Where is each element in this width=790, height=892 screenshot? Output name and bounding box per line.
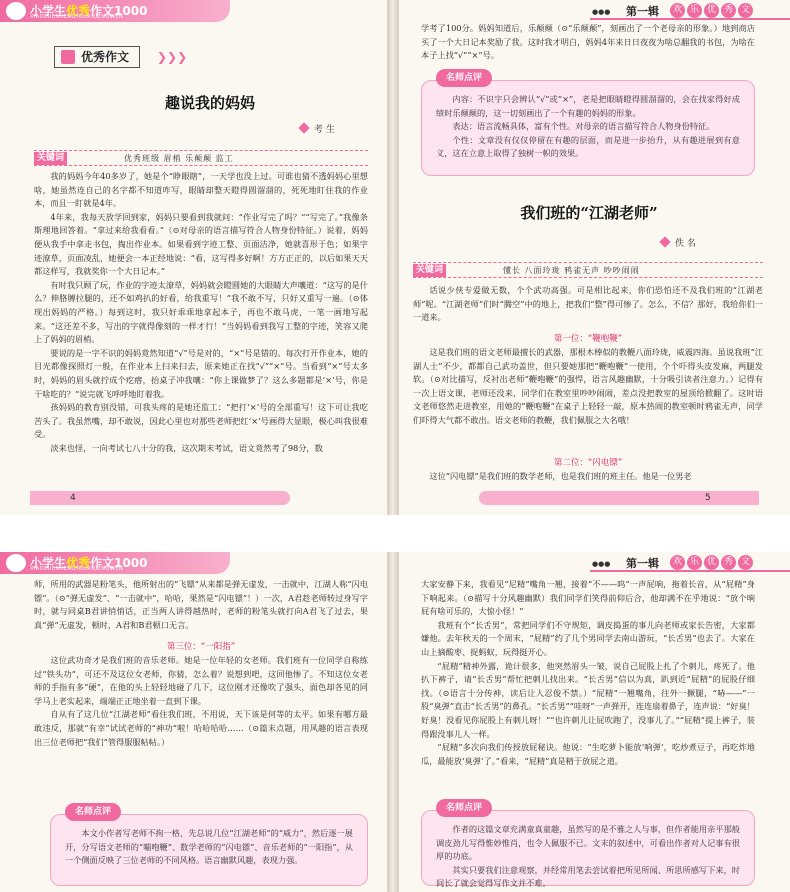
brand-badge-icon bbox=[6, 2, 26, 20]
page-5 bbox=[398, 0, 790, 515]
chapter-tag: 文 bbox=[738, 555, 753, 570]
paragraph: 作者的这篇文章充满童真童趣，虽然写的是不雅之人与事，但作者能用亲平那般调皮劲儿写得惟妙惟肖，也令人佩服不已。文末的叙述中，可看出作者对人记事有很厚的功底。 bbox=[436, 824, 740, 862]
paragraph: 这位“闪电镖”是我们班的数学老师，也是我们班的班主任。他是一位男老 bbox=[429, 471, 692, 481]
section-label: 优秀作文 ❯❯❯ bbox=[54, 46, 140, 68]
article-continuation bbox=[421, 22, 755, 63]
chapter-tag: 秀 bbox=[721, 555, 736, 570]
book-gutter bbox=[388, 552, 398, 892]
book-header bbox=[0, 552, 230, 574]
page-number-bar bbox=[479, 491, 759, 505]
page-4 bbox=[0, 0, 388, 515]
paragraph: 孩妈妈的教育别没错，可我头疼的是她还监工：“把打‘×’号的全部重写！这下可让我吃苦头了。我虽然嘴，却不敢说，因此心里也对那些老师把红‘×’号画得大显眼，极心叫我很难受。 bbox=[34, 402, 368, 440]
paragraph: 自从有了这几位“江湖老师”看住我们班，不用说，天下该是何等的太平。如果有哪方最敢违反，那就“有幸”试试老师的“神功”啦！哈哈哈哈……（⊙篇末点题，用风趣的语言表现出三位老师把“我们”管得服服帖帖。） bbox=[34, 709, 368, 747]
page-number: 4 bbox=[70, 493, 76, 503]
book-icon bbox=[61, 50, 75, 64]
brand-pinyin: XIAOXUESHENGYOUXIUZUOWEN bbox=[30, 566, 124, 572]
author-line: 考 生 bbox=[300, 122, 335, 135]
teacher-comment-box bbox=[421, 73, 755, 176]
chapter-tag: 秀 bbox=[721, 3, 736, 18]
author-line: 佚 名 bbox=[661, 236, 696, 249]
page-7 bbox=[398, 552, 790, 892]
comment-text bbox=[436, 93, 740, 161]
page-number-bar bbox=[30, 491, 290, 505]
paragraph: 学考了100分。妈妈知道后，乐颠颠（⊙“乐颠颠”，刻画出了一个老母亲的形象。）地到商店买了一个大日记本奖励了我。这时我才明白，妈妈4年来日日夜夜为啥总翻我的书包，为啥在本子上找“√”“×”号。 bbox=[421, 23, 755, 61]
chapter-tag: 欢 bbox=[670, 3, 685, 18]
pen-icon bbox=[659, 236, 670, 247]
chapter-header bbox=[590, 0, 790, 20]
bottom-spread bbox=[0, 552, 790, 892]
arrows-icon: ❯❯❯ bbox=[157, 50, 188, 64]
article-body bbox=[413, 346, 763, 428]
chapter-tag: 优 bbox=[704, 555, 719, 570]
paragraph: 淡来也怪，一向考试七八十分的我，这次期末考试，语文竟然考了98分，数 bbox=[50, 442, 323, 453]
keyword-list: 懂长 八面玲珑 鸦雀无声 吵吵闹闹 bbox=[503, 266, 640, 275]
comment-text bbox=[65, 827, 353, 868]
comment-label: 名师点评 bbox=[65, 803, 121, 821]
subheading-second-teacher: 第二位：“闪电镖” bbox=[553, 458, 623, 468]
paragraph: 师，所用的武器是粉笔头，他所射出的“飞镖”从来都是弹无虚发，一击就中，江湖人称“闪电镖”。（⊙“弹无虚发”、“一击就中”，哈哈，果然是“闪电镖”！）一次，A君趁老师转过身写字时，就与同桌B君讲悄悄话，正当两人讲得越热时，老师的粉笔头就打向A君飞了过去，果真“弹”无虚发，顿时，A君和B君顿口无言。 bbox=[34, 579, 368, 630]
comment-label: 名师点评 bbox=[436, 69, 492, 87]
chapter-tag: 优 bbox=[704, 3, 719, 18]
article-body bbox=[34, 654, 368, 749]
paragraph: 4年来，我每天放学回到家，妈妈只要看到我就问：“作业写完了吗？”“写完了。”我像条斯理地回答着。“拿过来给我看看。”（⊙对母亲的语言描写符合人物身份特征。）说着，妈妈便从我手中拿走书包，掏出作业本。如果看到字迹工整、页面洁净，她就喜形于色；如果字迹潦草，页面凌乱，她便会一本正经地说：“看，这写得多好啊！方方正正的，以后如果天天都这样写，我就奖你一个大日记本。” bbox=[34, 211, 368, 277]
paragraph: “屁精”多次向我们传授放屁秘诀。他说：“生吃萝卜能放‘响弹’，吃炒煮豆子，再吃炸地瓜，最能放‘臭弹’了。”看来，“屁精”真是精于放屁之道。 bbox=[421, 742, 755, 766]
book-header bbox=[0, 0, 230, 22]
paragraph: 大家安静下来，我看见“尼精”嘴角一翘，接着“不——呜”一声屁响，拖着长音，从“屁精”身下响起来。（⊙描写十分风趣幽默）我们同学们笑得前仰后合，他却满不在乎地说：“放个响屁有啥可乐的，大惊小怪！” bbox=[421, 579, 755, 617]
paragraph: 本文小作者写老师不拘一格，先总说几位“江湖老师”的“威力”，然后逐一展开，分写语文老师的“嘣咆鞭”、数学老师的“闪电镖”、音乐老师的“一阳指”，从一个侧面反映了三位老师的不同风格。语言幽默风趣，表现力强。 bbox=[65, 828, 353, 866]
article-body bbox=[413, 470, 763, 484]
brand-pinyin: XIAOXUESHENGYOUXIUZUOWEN bbox=[30, 14, 124, 20]
article-body bbox=[421, 578, 755, 768]
page-number: 5 bbox=[705, 493, 711, 503]
brand-title: 小学生优秀作文1000 bbox=[30, 4, 148, 18]
chapter-tag: 乐 bbox=[687, 3, 702, 18]
teacher-comment-box bbox=[421, 803, 755, 889]
keyword-label: 关键词 bbox=[413, 264, 446, 277]
paragraph: 有时我只顾了玩，作业的字迹太潦草，妈妈就会瞪圆她的大眼睛大声嚷道：“这写的是什么？伸胳膊拉腿的，还不如鸡扒的好看，给我重写！”我不敢不写，只好又重写一遍。（⊙体现出妈妈的严格。）每到这时，我只好乖乖地拿起本子，再也不敢马虎，一笔一画地写起来。“这还差不多，写出的字就得像刻的一样才行！”当妈妈看到我写工整的字迹，笑容又爬上了妈妈的眉梢。 bbox=[34, 279, 368, 345]
paragraph: 话说少侠专爱做无数，个个武功高强。可是相比起来，你们恐怕还不及我们班的“江湖老师”呢。“江湖老师”们时“腾空”中的地上，把我们“整”得可惨了。怎么，不信？那好，我给你们一一道来。 bbox=[413, 285, 763, 323]
paragraph: 个性：文章没有仅仅停留在有趣的层面，而是进一步抬升，从有趣进展到有意义，这在立意上取得了独树一帜的效果。 bbox=[436, 134, 740, 159]
paragraph: 我的妈妈今年40多岁了，她是个“睁眼瞎”，一天学也没上过。可谁也猜不透妈妈心里想啥，她虽然连自己的名字都不知道咋写，眼睛却整天瞪得圆溜溜的，死死地盯住我的作业本，而且一盯就是4年。 bbox=[34, 171, 368, 209]
chapter-tag: 欢 bbox=[670, 555, 685, 570]
book-gutter bbox=[388, 0, 398, 515]
article-body bbox=[413, 284, 763, 325]
paragraph: “屁精”精神外露，诡计很多，他突然眉头一皱，说自己屁股上扎了个刺儿，疼死了。他扒下裤子，请“长舌男”帮忙把刺儿找出来。“长舌男”信以为真，趴到近“屁精”的屁股仔细找。（⊙语言十分传神，读后让人忍俊不禁。）“屁精”一翘嘴角，往外一撅腿，“哧——”一股“臭弹”直击“长舌男”的鼻孔。“长舌男”“哇呀”一声弹开，连连扇着鼻子，连声说：“好臭！好臭！没看见你屁股上有刺儿呀！”“也许刺儿让屁吹跑了，没事儿了。”“屁精”提上裤子，装得跟没事儿人一样。 bbox=[421, 660, 755, 739]
subheading-first-teacher: 第一位：“鞭咆鞭” bbox=[553, 334, 623, 344]
paragraph: 内容：不识字只会辨认“√”或“×”，老是把眼睛瞪得圆溜溜的，会在找家得好成绩时乐颠颠的，这一切刻画出了一个有趣的妈妈的形象。 bbox=[436, 94, 740, 118]
pen-icon bbox=[298, 122, 309, 133]
comment-label: 名师点评 bbox=[436, 799, 492, 817]
brand-badge-icon bbox=[6, 554, 26, 572]
keyword-list: 优秀班级 眉梢 乐颠颠 监工 bbox=[124, 154, 234, 163]
dots-icon: ●●● bbox=[592, 8, 611, 16]
paragraph: 这位武功奇才是我们班的音乐老师。她是一位年轻的女老师。我们班有一位同学自称练过“铁头功”，可还不及这位女老师，你猜，怎么着？说想到吧，这回他惨了。不知这位女老师的手指有多“硬”，在他的头上轻轻地碰了几下，这位刚才还像吹了强头，面色却各见的同学马上老实起来，端端正正地坐着一直到下课。 bbox=[34, 655, 368, 706]
teacher-comment-box bbox=[50, 807, 368, 886]
subheading-third-teacher: 第三位：“一阳指” bbox=[166, 642, 236, 652]
keyword-row bbox=[34, 150, 368, 166]
keyword-label: 关键词 bbox=[34, 152, 67, 165]
chapter-label: 第一辑 bbox=[626, 557, 659, 570]
dots-icon: ●●● bbox=[592, 560, 611, 568]
paragraph: 这是我们班的语文老师最擅长的武器，那根木棒似的教鞭八面玲珑，威震四海。虽说我班“江湖人士”不少，都都自己武功盖世，但只要她那把“鞭咆鞭”一使用，个个吓得头皮发麻，两腿发软。（⊙对比描写，反衬出老师“鞭咆鞭”的强悍，语言风趣幽默，十分吸引读者注意力。）记得有一次上语文课，老师还没来，同学们在教室里吵吵闹闹，差点没把教室的屋顶给掀翻了。这时语文老师悠然走进教室，用她的“鞭咆鞭”在桌子上轻轻一敲，原本热闹的教室顿时鸦雀无声，同学们吓得大气都不敢出。语文老师的教鞭，我们佩服之大名哦！ bbox=[413, 347, 763, 425]
page-6 bbox=[0, 552, 388, 892]
article-title: 趣说我的妈妈 bbox=[164, 94, 255, 112]
article-body bbox=[34, 170, 368, 455]
article-title: 我们班的“江湖老师” bbox=[520, 204, 658, 222]
keyword-row bbox=[413, 262, 763, 278]
chapter-tag: 乐 bbox=[687, 555, 702, 570]
chapter-header bbox=[590, 552, 790, 572]
chapter-tag: 文 bbox=[738, 3, 753, 18]
paragraph: 我班有个“长舌男”，常把同学们不守规矩，调皮捣蛋的事儿向老师或家长告密，大家都嫌他。去年秋天的一个周末，“屁精”约了几个男同学去南山游玩，“长舌男”也去了。大家在山上摘酸枣、捉蚂蚁，玩得挺开心。 bbox=[421, 619, 755, 657]
paragraph: 要说的是一字不识的妈妈竟然知道“√”号是对的，“×”号是错的。每次打开作业本，她的目光都像探照灯一般，在作业本上扫来扫去，原来她正在找“√”“×”号。当看到“×”号太多时，妈妈的眉头就拧成个疙瘩，抬桌子冲我嚷：“你上课做梦了？这么多题都是‘×’号，你是干啥吃的？”说完就飞呼呼地盯着我。 bbox=[34, 347, 368, 399]
paragraph: 其实只要我们注意观察，并经常用笔去尝试着把所见所闻、所思所感写下来，时间长了就会觉得写作文并不难。 bbox=[436, 864, 740, 889]
comment-text bbox=[436, 823, 740, 891]
article-body bbox=[34, 578, 368, 632]
brand-title: 小学生优秀作文1000 bbox=[30, 556, 148, 570]
paragraph: 表达：语言流畅具体，富有个性。对母亲的语言描写符合人物身份特征。 bbox=[452, 121, 715, 132]
chapter-label: 第一辑 bbox=[626, 5, 659, 18]
